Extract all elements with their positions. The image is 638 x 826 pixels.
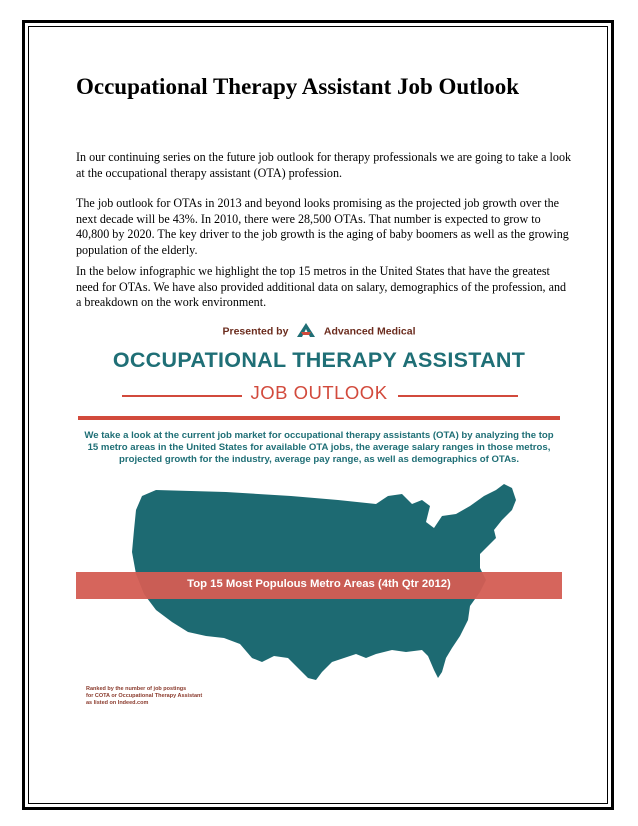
metro-banner-text: Top 15 Most Populous Metro Areas (4th Qtr 2012) [187,578,451,590]
footnote-line-3: as listed on Indeed.com [86,700,149,706]
infographic-paragraph: In the below infographic we highlight the top 15 metros in the United States that have the greatest need for OTAs. We have also provided additional data on salary, demographics of the profession, and a breakdown on the work environment. [76,264,567,309]
presented-by-label: Presented by [222,325,289,338]
presented-by-line [76,322,562,341]
advanced-medical-logo-icon [295,322,317,341]
infographic-intro: We take a look at the current job market for occupational therapy assistants (OTA) by analyzing the top 15 metro areas in the United States for available OTA jobs, the average salary ranges in those metros, projected growth for the industry, average pay range, as well as demographics of OTAs. [84,430,554,465]
infographic [76,316,562,716]
ranking-footnote [86,686,202,707]
subtitle-row [76,382,562,408]
footnote-line-2: for COTA or Occupational Therapy Assistant [86,693,203,699]
infographic-subtitle: JOB OUTLOOK [76,382,562,404]
outlook-paragraph: The job outlook for OTAs in 2013 and beyond looks promising as the projected job growth over the next decade will be 43%. In 2010, there were 28,500 OTAs. That number is expected to grow to 40,800 by 2020. The key driver to the job growth is the aging of baby boomers as well as the growing population of the elderly. [76,196,569,257]
infographic-title: OCCUPATIONAL THERAPY ASSISTANT [112,348,526,372]
intro-paragraph: In our continuing series on the future job outlook for therapy professionals we are going to take a look at the occupational therapy assistant (OTA) profession. [76,150,572,180]
page-title: Occupational Therapy Assistant Job Outlook [76,74,520,99]
red-divider [78,416,560,420]
brand-name: Advanced Medical [323,325,416,338]
footnote-line-1: Ranked by the number of job postings [86,686,187,692]
